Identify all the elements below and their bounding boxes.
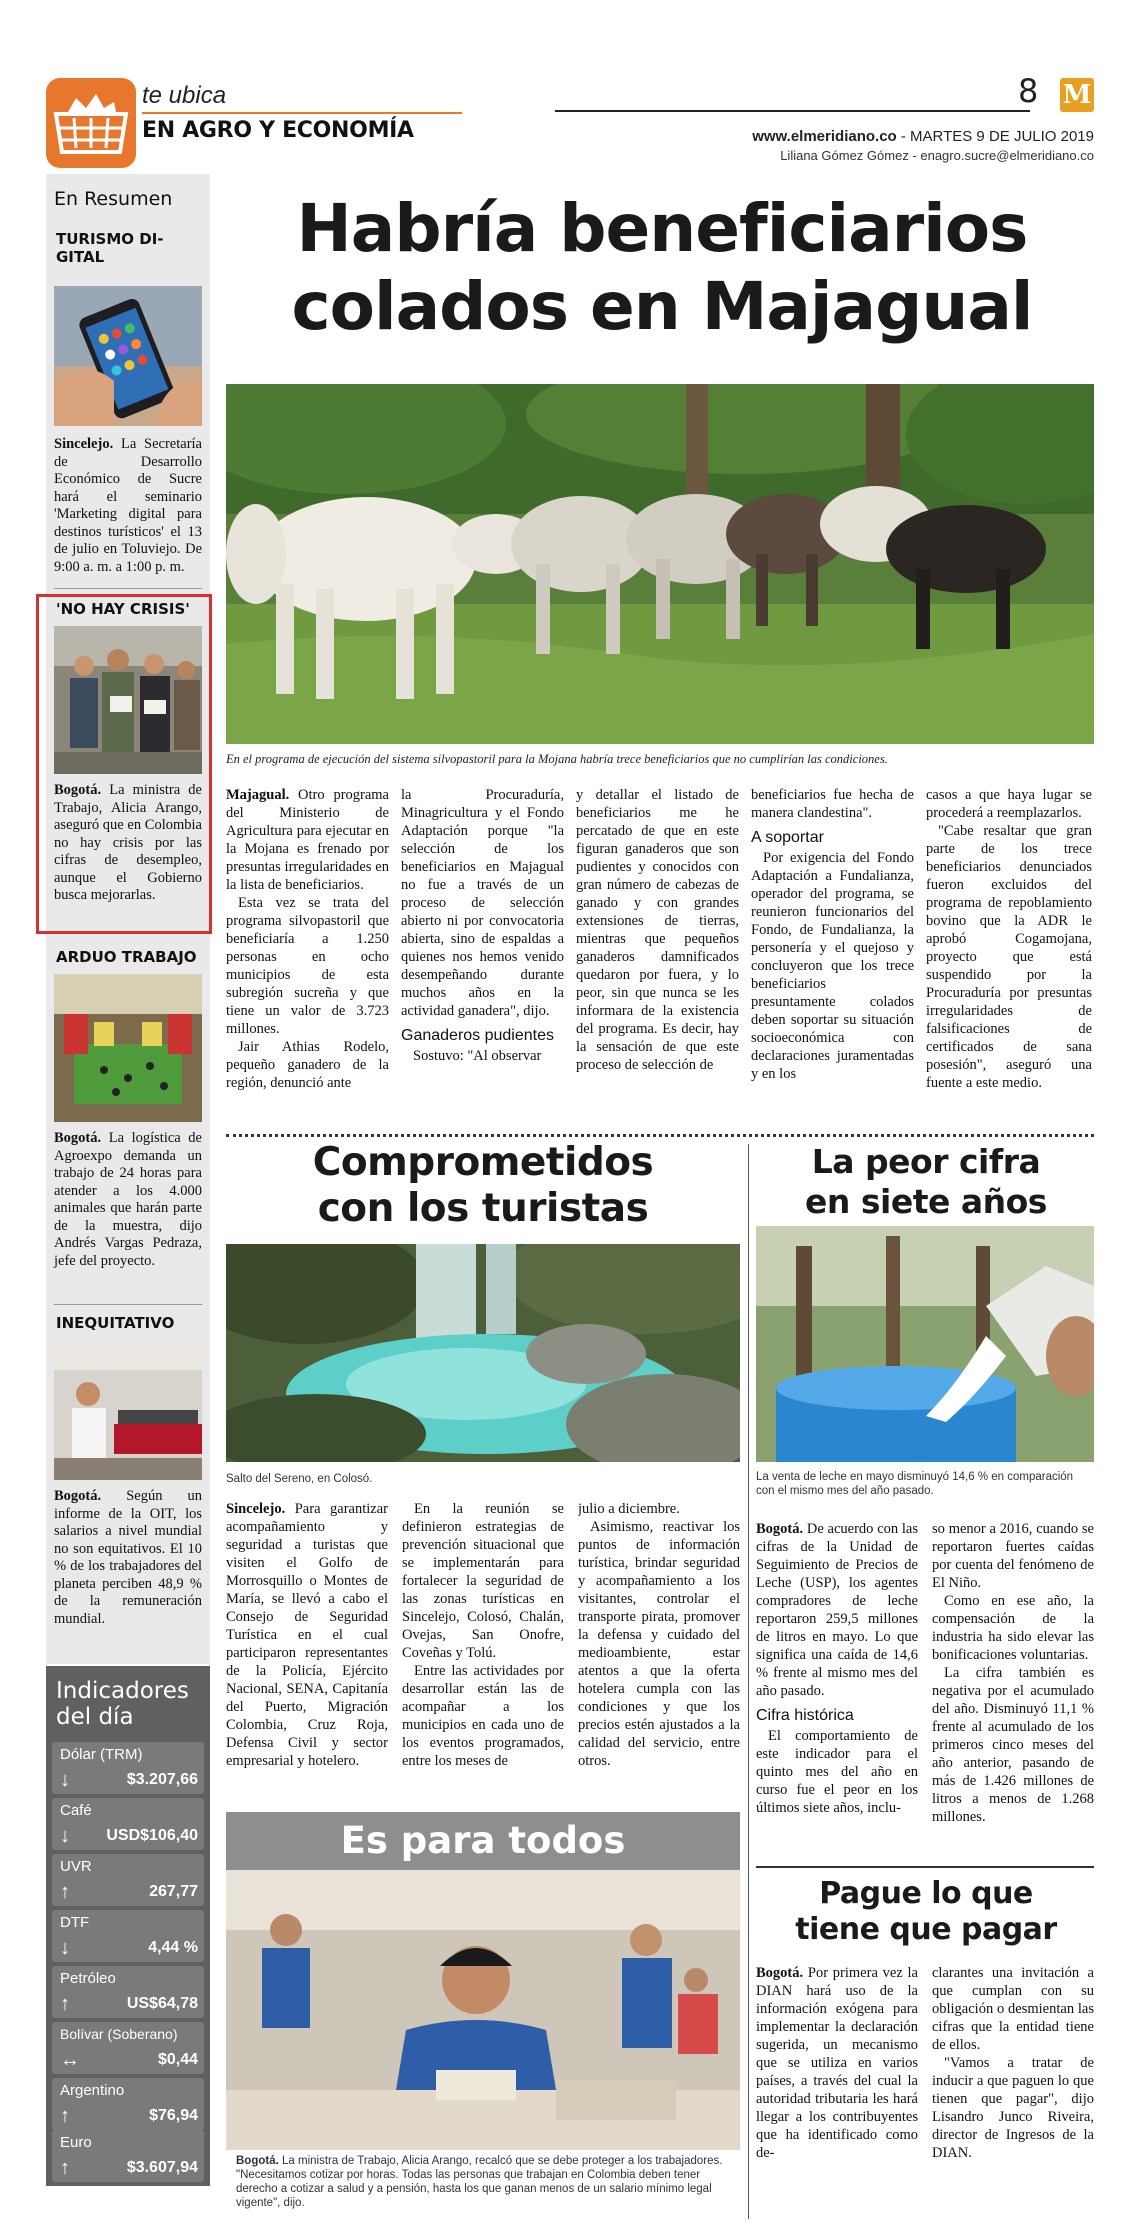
tourism-headline-line2: con los turistas bbox=[317, 1186, 649, 1231]
indicator-petroleo bbox=[52, 1966, 204, 2018]
tourism-paragraph: Entre las actividades por desarrollar están las de acompañar a los municipios en cada uno de los eventos programados, entre los meses de bbox=[402, 1663, 564, 1769]
main-col-5 bbox=[926, 786, 1092, 1126]
indicator-euro bbox=[52, 2130, 204, 2182]
dian-col-2 bbox=[932, 1964, 1094, 2220]
sidebar-item-body: La logística de Agroexpo demanda un trabajo de 24 horas para atender a los 4.000 animales que harán parte de la muestra, dijo Andrés Vargas Pedraza, jefe del proyecto. bbox=[54, 1130, 202, 1269]
sidebar-item-title: 'NO HAY CRISIS' bbox=[56, 600, 190, 618]
indicator-name: DTF bbox=[60, 1914, 90, 1931]
indicator-value: US$64,78 bbox=[126, 1995, 198, 2012]
sidebar-item-place: Sincelejo. bbox=[54, 436, 114, 452]
main-headline-line1: Habría beneficiarios bbox=[296, 190, 1028, 267]
sidebar-divider bbox=[54, 1304, 202, 1305]
indicator-name: Café bbox=[60, 1802, 92, 1819]
section-name: EN AGRO Y ECONOMÍA bbox=[142, 118, 414, 143]
indicator-dolar bbox=[52, 1742, 204, 1794]
dian-dateline-place: Bogotá. bbox=[756, 1965, 804, 1981]
milk-headline-line1: La peor cifra bbox=[811, 1142, 1041, 1181]
milk-paragraph: La cifra también es negativa por el acumulado del año. Disminuyó 11,1 % frente al acumulado de los primeros cinco meses del año anterior, pasando de más de 1.426 millones de litros a menos de 1.268 millones. bbox=[932, 1665, 1094, 1825]
sidebar-item-place: Bogotá. bbox=[54, 1488, 102, 1504]
cattle-photo bbox=[226, 384, 1094, 744]
arrow-down-icon: ↓ bbox=[60, 1937, 70, 1959]
arrow-down-icon: ↓ bbox=[60, 1825, 70, 1847]
main-paragraph: casos a que haya lugar se procederá a reemplazarlos. bbox=[926, 787, 1092, 821]
tourism-paragraph: julio a diciembre. bbox=[578, 1501, 680, 1517]
main-paragraph: Sostuvo: "Al observar bbox=[413, 1048, 542, 1064]
milk-headline-line2: en siete años bbox=[805, 1182, 1047, 1221]
logo-letter: M bbox=[1062, 80, 1092, 110]
sidebar-item-text bbox=[54, 782, 202, 905]
sidebar-item-body: La Secretaría de Desarrollo Económico de Sucre hará el seminario 'Marketing digital para destinos turísticos' el 13 de julio en Toluviejo. De 9:00 a. m. a 1:00 p. m. bbox=[54, 436, 202, 575]
main-paragraph: Jair Athias Rodelo, pequeño ganadero de la región, denunció ante bbox=[226, 1039, 389, 1091]
website-link[interactable]: www.elmeridiano.co bbox=[752, 128, 897, 145]
page-number: 8 bbox=[1018, 72, 1039, 110]
tourism-headline-line1: Comprometidos bbox=[312, 1140, 654, 1185]
section-header bbox=[46, 78, 426, 168]
work-caption-text: La ministra de Trabajo, Alicia Arango, recalcó que se debe proteger a los trabajadores. "Necesitamos cotizar por horas. Todas las personas que trabajan en Colombia deben tener derecho a cotizar a salud y a pensión, hasta los que ganan menos de un salario mínimo legal vigente", dijo. bbox=[236, 2155, 723, 2209]
main-paragraph: beneficiarios fue hecha de manera clandestina". bbox=[751, 787, 914, 821]
work-banner bbox=[226, 1812, 740, 1870]
sidebar-item-title: TURISMO DI- GITAL bbox=[56, 230, 164, 266]
header-rule bbox=[555, 110, 1030, 112]
dian-headline bbox=[756, 1876, 1096, 1948]
main-paragraph: Por exigencia del Fondo Adaptación a Fundalianza, operador del programa, se reunieron funcionarios del Fondo, de Fundalianza, la personería y el quejoso y concluyeron que los trece beneficiarios presuntamente colados deben soportar su situación socioeconómica con declaraciones juramentadas y en los bbox=[751, 850, 914, 1082]
main-col-3 bbox=[576, 786, 739, 1126]
waterfall-photo bbox=[226, 1244, 740, 1462]
work-banner-title: Es para todos bbox=[340, 1819, 626, 1862]
main-subhead: A soportar bbox=[751, 829, 824, 846]
dian-col-1 bbox=[756, 1964, 918, 2220]
indicator-bolivar bbox=[52, 2022, 204, 2074]
sidebar-item-place: Bogotá. bbox=[54, 1130, 102, 1146]
main-photo-caption: En el programa de ejecución del sistema silvopastoril para la Mojana habría trece beneficiarios que no cumplirían las condiciones. bbox=[226, 752, 888, 766]
indicator-value: USD$106,40 bbox=[106, 1827, 198, 1844]
indicator-argentino bbox=[52, 2078, 204, 2130]
main-headline bbox=[222, 190, 1102, 346]
sidebar-item-text bbox=[54, 436, 202, 576]
header-date: - MARTES 9 DE JULIO 2019 bbox=[896, 128, 1094, 145]
indicator-name: Bolívar (Soberano) bbox=[60, 2026, 178, 2042]
work-caption bbox=[236, 2154, 730, 2210]
sidebar-heading: En Resumen bbox=[54, 188, 173, 210]
main-col-2 bbox=[401, 786, 564, 1126]
sidebar-item-body: La ministra de Trabajo, Alicia Arango, aseguró que en Colombia no hay crisis por las cifras de desempleo, aunque el Gobierno busca mejorarlas. bbox=[54, 782, 202, 903]
tourism-paragraph: Para garantizar acompañamiento y seguridad a turistas que visiten el Golfo de Morrosquillo o Montes de María, se llevó a cabo el Consejo de Seguridad Turística en el cual participaron representantes de la Policía, Ejército Nacional, SENA, Capitanía del Puerto, Migración Colombia, Cruz Roja, Defensa Civil y sector empresarial y hotelero. bbox=[226, 1501, 388, 1769]
milk-headline bbox=[756, 1134, 1096, 1222]
arrow-down-icon: ↓ bbox=[60, 1769, 70, 1791]
work-caption-place: Bogotá. bbox=[236, 2155, 279, 2167]
workers-factory-photo bbox=[226, 1870, 740, 2150]
author-line: Liliana Gómez Gómez - enagro.sucre@elmeridiano.co bbox=[780, 148, 1094, 163]
indicator-name: Dólar (TRM) bbox=[60, 1746, 143, 1763]
sidebar-item-title: INEQUITATIVO bbox=[56, 1314, 175, 1332]
tourism-dateline-place: Sincelejo. bbox=[226, 1501, 286, 1517]
milk-paragraph: El comportamiento de este indicador para el quinto mes del año en curso fue el peor en los últimos siete años, inclu- bbox=[756, 1728, 918, 1816]
milk-divider bbox=[756, 1866, 1094, 1868]
indicator-value: 267,77 bbox=[149, 1883, 198, 1900]
indicator-name: Argentino bbox=[60, 2082, 125, 2099]
main-subhead: Ganaderos pudientes bbox=[401, 1027, 554, 1044]
milk-dateline-place: Bogotá. bbox=[756, 1521, 804, 1537]
milk-col-1 bbox=[756, 1520, 918, 1830]
factory-worker-photo bbox=[54, 1340, 202, 1480]
milk-paragraph: Como en ese año, la compensación de la industria ha sido elevar las bonificaciones voluntarias. bbox=[932, 1593, 1094, 1663]
arrow-up-icon: ↑ bbox=[60, 2157, 70, 2179]
market-basket-icon bbox=[46, 78, 136, 168]
indicator-dtf bbox=[52, 1910, 204, 1962]
main-paragraph: Otro programa del Ministerio de Agricultura para ejecutar en la Mojana es frenado por presuntas irregularidades en la lista de beneficiarios. bbox=[226, 787, 389, 893]
arrow-left-right-icon: ↔ bbox=[60, 2049, 80, 2071]
milk-paragraph: so menor a 2016, cuando se reportaron fuertes caídas por cuenta del fenómeno de El Niño. bbox=[932, 1521, 1094, 1591]
main-paragraph: y detallar el listado de beneficiarios me he percatado de que en este figuran ganaderos que son pudientes y conocidos con gran número de cabezas de ganado y con grandes extensiones de tierras, mientras que pequeños ganaderos damnificados quedaron por fuera, y lo peor, sin que nunca se les informara de la existencia del programa. Es decir, hay la sensación de que este proceso de selección de bbox=[576, 787, 739, 1073]
tourism-caption: Salto del Sereno, en Colosó. bbox=[226, 1473, 373, 1485]
tourism-paragraph: En la reunión se definieron estrategias de prevención situacional que se implementarán para fortalecer la seguridad de las zonas turísticas en Sincelejo, Colosó, Chalán, Ovejas, San Onofre, Coveñas y Tolú. bbox=[402, 1501, 564, 1661]
arrow-up-icon: ↑ bbox=[60, 1993, 70, 2015]
main-dateline-place: Majagual. bbox=[226, 787, 290, 803]
indicator-name: UVR bbox=[60, 1858, 92, 1875]
milk-caption: La venta de leche en mayo disminuyó 14,6 % en comparación con el mismo mes del año pasado. bbox=[756, 1471, 1074, 1497]
main-paragraph: la Procuraduría, Minagricultura y el Fondo Adaptación porque "la selección de los beneficiarios en Majagual no fue a través de un proceso de selección abierto ni por convocatoria abierta, sino de espaldas a quienes nos hemos venido desempeñando durante muchos años en la actividad ganadera", dijo. bbox=[401, 787, 564, 1019]
milk-photo bbox=[756, 1226, 1094, 1462]
indicator-value: $3.607,94 bbox=[126, 2159, 198, 2176]
newspaper-logo bbox=[1060, 78, 1094, 112]
indicator-value: $76,94 bbox=[149, 2107, 198, 2124]
sidebar-item-text bbox=[54, 1488, 202, 1628]
smartphone-photo bbox=[54, 286, 202, 426]
tourism-headline bbox=[226, 1134, 740, 1232]
section-tagline: te ubica bbox=[142, 82, 227, 109]
header-dateline bbox=[752, 128, 1094, 145]
tourism-col-2 bbox=[402, 1500, 564, 1800]
sidebar-item-text bbox=[54, 1130, 202, 1270]
agroexpo-photo bbox=[54, 974, 202, 1122]
sidebar-item-body: Según un informe de la OIT, los salarios a nivel mundial no son equitativos. El 10 % de los trabajadores del planeta perciben 48,9 % de la remuneración mundial. bbox=[54, 1488, 202, 1627]
sidebar-item-title: ARDUO TRABAJO bbox=[56, 948, 197, 966]
tourism-col-1 bbox=[226, 1500, 388, 1800]
dian-paragraph: "Vamos a tratar de inducir a que paguen lo que tienen que pagar", dijo Lisandro Junco Riveira, director de Ingresos de la DIAN. bbox=[932, 2055, 1094, 2161]
indicator-name: Euro bbox=[60, 2134, 92, 2151]
indicator-name: Petróleo bbox=[60, 1970, 116, 1987]
dian-headline-line2: tiene que pagar bbox=[795, 1912, 1057, 1947]
indicator-uvr bbox=[52, 1854, 204, 1906]
indicator-value: $3.207,66 bbox=[126, 1771, 198, 1788]
milk-col-2 bbox=[932, 1520, 1094, 1830]
tourism-paragraph: Asimismo, reactivar los puntos de información turística, brindar seguridad y acompañamiento a los visitantes, controlar el transporte pirata, promover la defensa y cuidado del medioambiente, estar atentos a que la oferta hotelera cumpla con las condiciones y que los precios estén ajustados a la calidad del servicio, entre otros. bbox=[578, 1519, 740, 1769]
milk-paragraph: De acuerdo con las cifras de la Unidad de Seguimiento de Precios de Leche (USP), los agentes compradores de leche reportaron 259,5 millones de litros en mayo. Lo que significa una caída de 14,6 % frente al mismo mes del año pasado. bbox=[756, 1521, 918, 1699]
sidebar-item-place: Bogotá. bbox=[54, 782, 102, 798]
milk-subhead: Cifra histórica bbox=[756, 1707, 854, 1724]
dian-paragraph: clarantes una invitación a que cumplan con su obligación o desmientan las cifras que la entidad tiene de ellos. bbox=[932, 1965, 1094, 2053]
main-col-4 bbox=[751, 786, 914, 1126]
arrow-up-icon: ↑ bbox=[60, 2105, 70, 2127]
dian-paragraph: Por primera vez la DIAN hará uso de la información exógena para implementar la declaración sugerida, un mecanismo que se utiliza en varios países, a través del cual la autoridad tributaria les hará llegar a los contribuyentes que ha identificado como de- bbox=[756, 1965, 918, 2161]
dian-headline-line1: Pague lo que bbox=[819, 1876, 1033, 1911]
indicators-panel bbox=[46, 1666, 210, 2186]
arrow-up-icon: ↑ bbox=[60, 1881, 70, 1903]
indicator-value: 4,44 % bbox=[148, 1939, 198, 1956]
main-headline-line2: colados en Majagual bbox=[291, 268, 1033, 345]
section-rule bbox=[142, 112, 462, 114]
main-paragraph: Esta vez se trata del programa silvopastoril que beneficiaría a 1.250 personas en ocho municipios de esta subregión sucreña y que tiene un valor de 3.723 millones. bbox=[226, 895, 389, 1037]
column-divider bbox=[748, 1144, 749, 2219]
indicator-value: $0,44 bbox=[157, 2051, 198, 2068]
tourism-col-3 bbox=[578, 1500, 740, 1800]
indicator-cafe bbox=[52, 1798, 204, 1850]
sidebar-divider bbox=[54, 588, 202, 589]
sidebar-summary bbox=[46, 174, 210, 1664]
main-paragraph: "Cabe resaltar que gran parte de los trece beneficiarios denunciados fueron excluidos del programa de repoblamiento bovino que la ADR le aprobó Cogamojana, proyecto que está suspendido por la Procuraduría por presuntas irregularidades de falsificaciones de certificados de sana posesión", aseguró una fuente a este medio. bbox=[926, 823, 1092, 1091]
main-col-1 bbox=[226, 786, 389, 1126]
indicators-heading: Indicadores del día bbox=[56, 1678, 189, 1730]
workers-photo bbox=[54, 626, 202, 774]
